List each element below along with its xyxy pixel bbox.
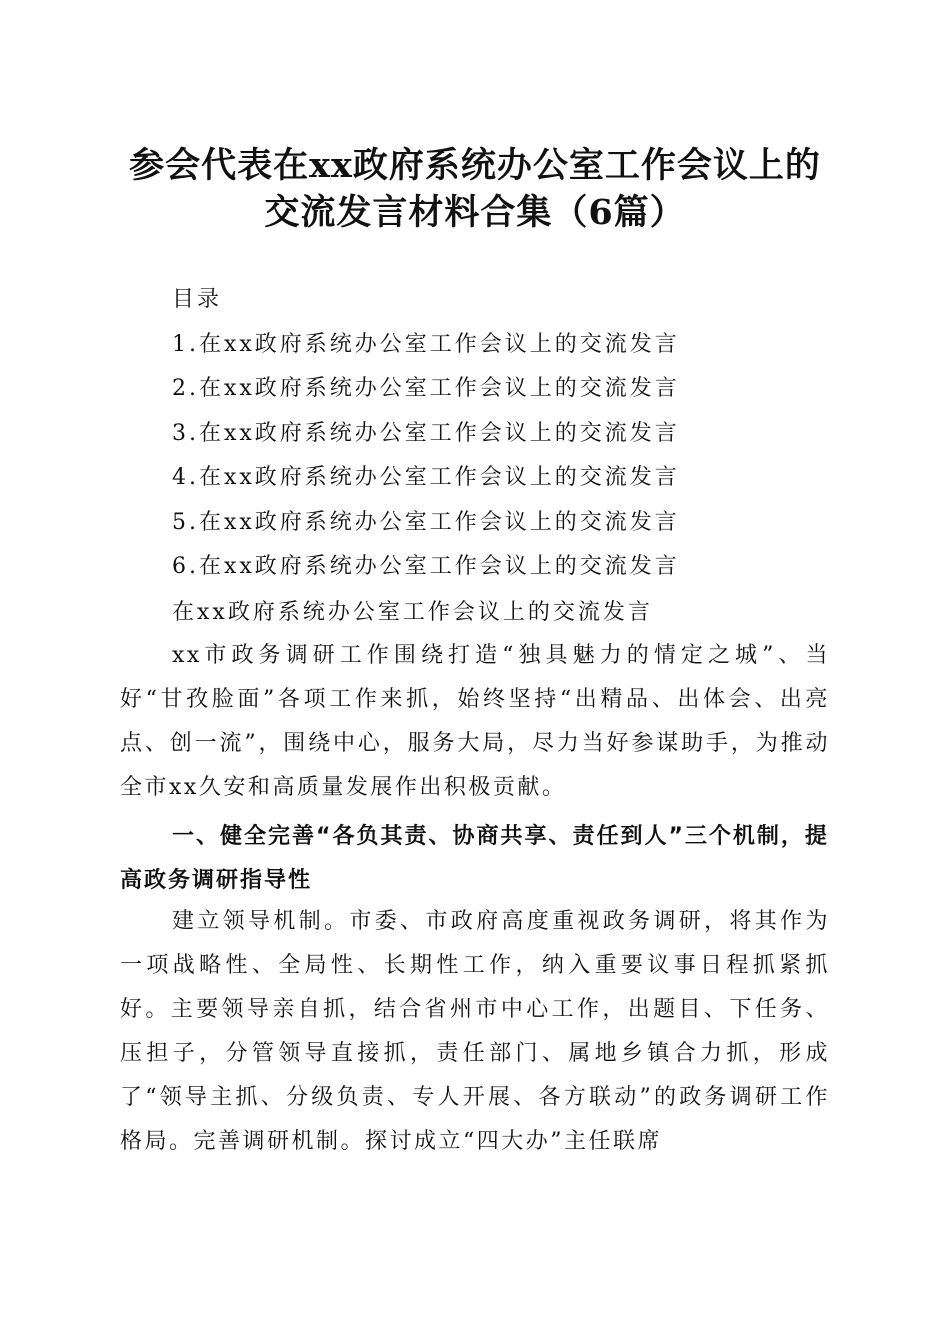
intro-paragraph: xx市政务调研工作围绕打造“独具魅力的情定之城”、当好“甘孜脸面”各项工作来抓，始终坚持“出精品、出体会、出亮点、创一流”，围绕中心，服务大局，尽力当好参谋助手，为推动全市xx久安和高质量发展作出积极贡献。: [120, 643, 830, 800]
toc-label: 目录: [172, 287, 223, 312]
toc-item-5: 5.在xx政府系统办公室工作会议上的交流发言: [172, 510, 680, 535]
section-title: 在xx政府系统办公室工作会议上的交流发言: [172, 600, 653, 625]
toc-item-2: 2.在xx政府系统办公室工作会议上的交流发言: [172, 376, 680, 401]
document-title-line-1: 参会代表在xx政府系统办公室工作会议上的: [129, 145, 821, 186]
toc-item-3: 3.在xx政府系统办公室工作会议上的交流发言: [172, 421, 680, 446]
body-paragraph: 建立领导机制。市委、市政府高度重视政务调研，将其作为一项战略性、全局性、长期性工作，纳入重要议事日程抓紧抓好。主要领导亲自抓，结合省州市中心工作，出题目、下任务、压担子，分管领导直接抓，责任部门、属地乡镇合力抓，形成了“领导主抓、分级负责、专人开展、各方联动”的政务调研工作格局。完善调研机制。探讨成立“四大办”主任联席: [120, 909, 830, 1154]
toc-item-4: 4.在xx政府系统办公室工作会议上的交流发言: [172, 465, 680, 490]
heading-one: 一、健全完善“各负其责、协商共享、责任到人”三个机制，提高政务调研指导性: [120, 824, 829, 893]
document-title-line-2: 交流发言材料合集（6篇）: [264, 192, 686, 233]
toc-item-1: 1.在xx政府系统办公室工作会议上的交流发言: [172, 332, 680, 357]
toc-item-6: 6.在xx政府系统办公室工作会议上的交流发言: [172, 554, 680, 579]
